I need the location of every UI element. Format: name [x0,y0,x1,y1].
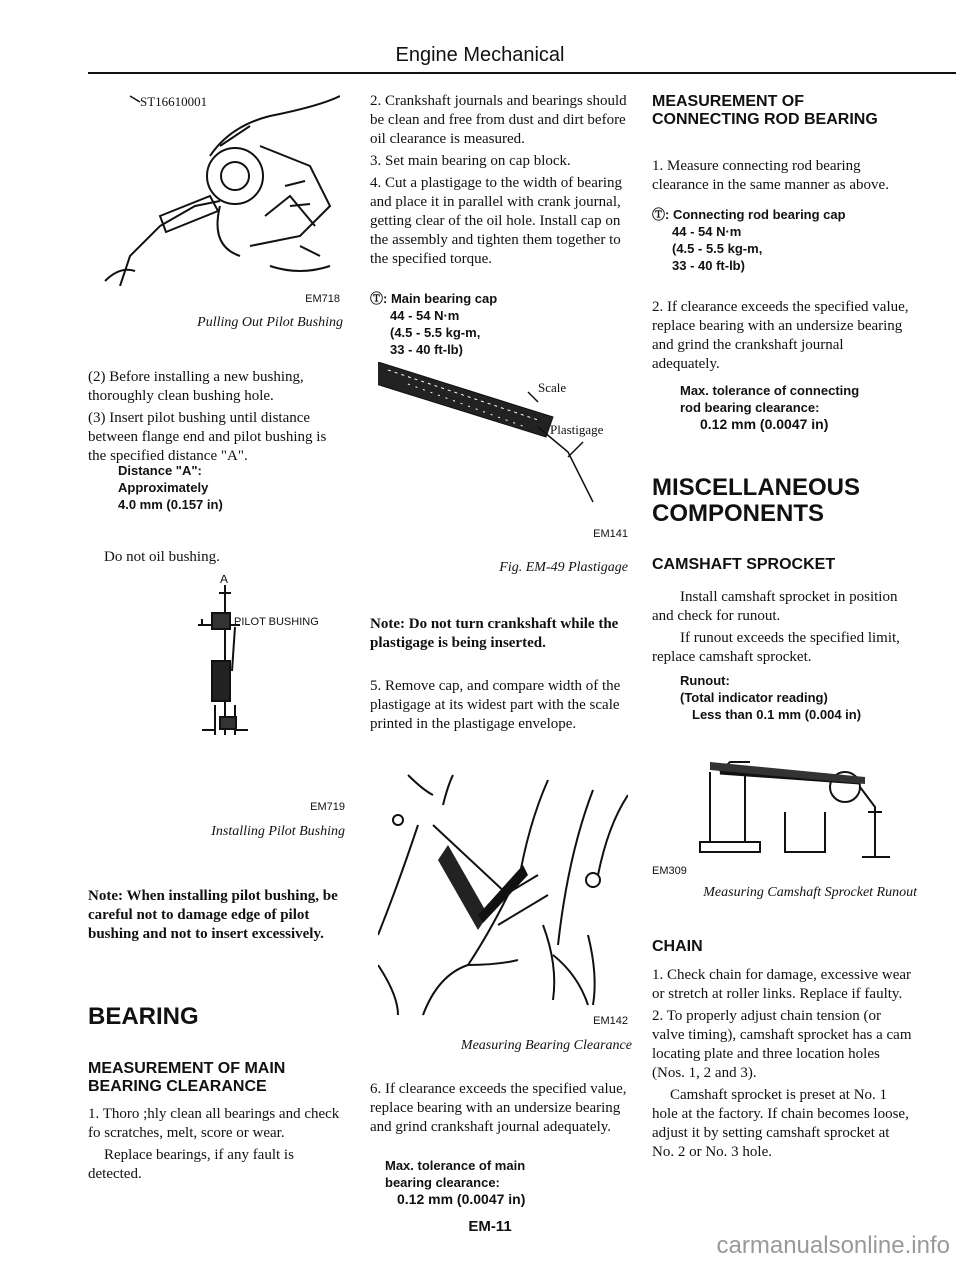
measuring-bearing-clearance-illustration [378,765,628,1020]
spec-line: Less than 0.1 mm (0.004 in) [692,707,862,722]
spec-line: Distance "A": [118,463,202,478]
fig2-label: PILOT BUSHING [234,616,319,628]
page-header: Engine Mechanical [395,44,565,66]
paragraph: Camshaft sprocket is preset at No. 1 hole at the factory. If chain becomes loose, adjust it by setting camshaft sprocket at No. 2 or No. 3 hole. [652,1087,909,1160]
paragraph: Do not oil bushing. [104,549,220,565]
fig3-code: EM141 [593,528,628,540]
fig-scale-label: Scale [538,380,567,395]
spec-line: (4.5 - 5.5 kg-m, [672,241,763,256]
watermark: carmanualsonline.info [716,1232,950,1259]
spec-line: Approximately [118,480,209,495]
fig1-caption: Pulling Out Pilot Bushing [197,315,343,330]
paragraph: Install camshaft sprocket in position and check for runout. [652,589,898,624]
installing-pilot-bushing-illustration [190,575,350,750]
pulling-pilot-bushing-illustration [100,86,340,286]
spec-line: 4.0 mm (0.157 in) [118,497,223,512]
header-rule [88,72,956,74]
spec-line: Max. tolerance of main [385,1158,526,1173]
spec-line: 44 - 54 N·m [390,308,460,323]
paragraph: 1. Measure connecting rod bearing clearance in the same manner as above. [652,158,889,193]
heading-rod-bearing: MEASUREMENT OF CONNECTING ROD BEARING [652,93,878,128]
spec-line: 0.12 mm (0.0047 in) [700,416,829,432]
spec-line: : Connecting rod bearing cap [665,207,846,222]
paragraph: 5. Remove cap, and compare width of the plastigage at its widest part with the scale printed in the plastigage envelope. [370,678,621,732]
spec-line: Max. tolerance of connecting [680,383,860,398]
fig4-code: EM142 [593,1015,628,1027]
heading-chain: CHAIN [652,938,703,955]
heading-misc: MISCELLANEOUS COMPONENTS [652,474,861,527]
fig2-code: EM719 [310,801,345,813]
torque-icon: Ⓣ [370,291,384,306]
paragraph: 2. Crankshaft journals and bearings should be clean and free from dust and dirt before oil clearance is measured. [370,93,627,147]
paragraph: 4. Cut a plastigage to the width of bearing and place it in parallel with crank journal, getting clear of the oil hole. Install cap on the assembly and tighten them together to the specified torque. [370,175,623,267]
fig1-code: EM718 [305,293,340,305]
fig2-caption: Installing Pilot Bushing [211,824,345,839]
plastigage-illustration [378,362,628,512]
heading-bearing: BEARING [88,1003,199,1030]
paragraph: 1. Thoro ;hly clean all bearings and check fo scratches, melt, score or wear. [88,1106,340,1141]
spec-line: bearing clearance: [385,1175,500,1190]
fig2-letter: A [220,575,229,586]
fig1-part-label: ST16610001 [140,94,208,109]
fig3-caption: Fig. EM-49 Plastigage [499,560,628,575]
spec-line: rod bearing clearance: [680,400,820,415]
note: Note: Do not turn crankshaft while the plastigage is being inserted. [370,616,619,651]
fig-plastigage-label: Plastigage [550,422,604,437]
heading-main-bearing: MEASUREMENT OF MAIN BEARING CLEARANCE [88,1060,286,1095]
camshaft-runout-illustration [690,752,910,862]
torque-icon: Ⓣ [652,207,666,222]
spec-line: 33 - 40 ft-lb) [390,342,463,357]
fig5-caption: Measuring Camshaft Sprocket Runout [703,885,917,900]
page-number: EM-11 [468,1218,512,1235]
spec-line: 0.12 mm (0.0047 in) [397,1191,526,1207]
paragraph: (3) Insert pilot bushing until distance between flange end and pilot bushing is the specified distance "A". [88,410,327,464]
fig4-caption: Measuring Bearing Clearance [460,1038,632,1053]
spec-line: (Total indicator reading) [680,690,828,705]
spec-line: (4.5 - 5.5 kg-m, [390,325,481,340]
paragraph: Replace bearings, if any fault is detected. [88,1147,294,1182]
spec-line: Runout: [680,673,730,688]
paragraph: 3. Set main bearing on cap block. [370,153,571,169]
fig5-code: EM309 [652,865,687,877]
note: Note: When installing pilot bushing, be careful not to damage edge of pilot bushing and not to insert excessively. [88,888,338,942]
spec-line: 44 - 54 N·m [672,224,742,239]
paragraph: 2. To properly adjust chain tension (or valve timing), camshaft sprocket has a cam locating plate and three location holes (Nos. 1, 2 and 3). [652,1008,912,1081]
paragraph: 1. Check chain for damage, excessive wear or stretch at roller links. Replace if faulty. [652,967,912,1002]
heading-camshaft-sprocket: CAMSHAFT SPROCKET [652,556,836,573]
paragraph: 2. If clearance exceeds the specified value, replace bearing with an undersize bearing and grind the crankshaft journal adequately. [652,299,909,372]
spec-line: : Main bearing cap [383,291,498,306]
paragraph: (2) Before installing a new bushing, thoroughly clean bushing hole. [88,369,304,404]
spec-line: 33 - 40 ft-lb) [672,258,745,273]
paragraph: If runout exceeds the specified limit, replace camshaft sprocket. [652,630,900,665]
paragraph: 6. If clearance exceeds the specified value, replace bearing with an undersize bearing and grind crankshaft journal adequately. [370,1081,627,1135]
